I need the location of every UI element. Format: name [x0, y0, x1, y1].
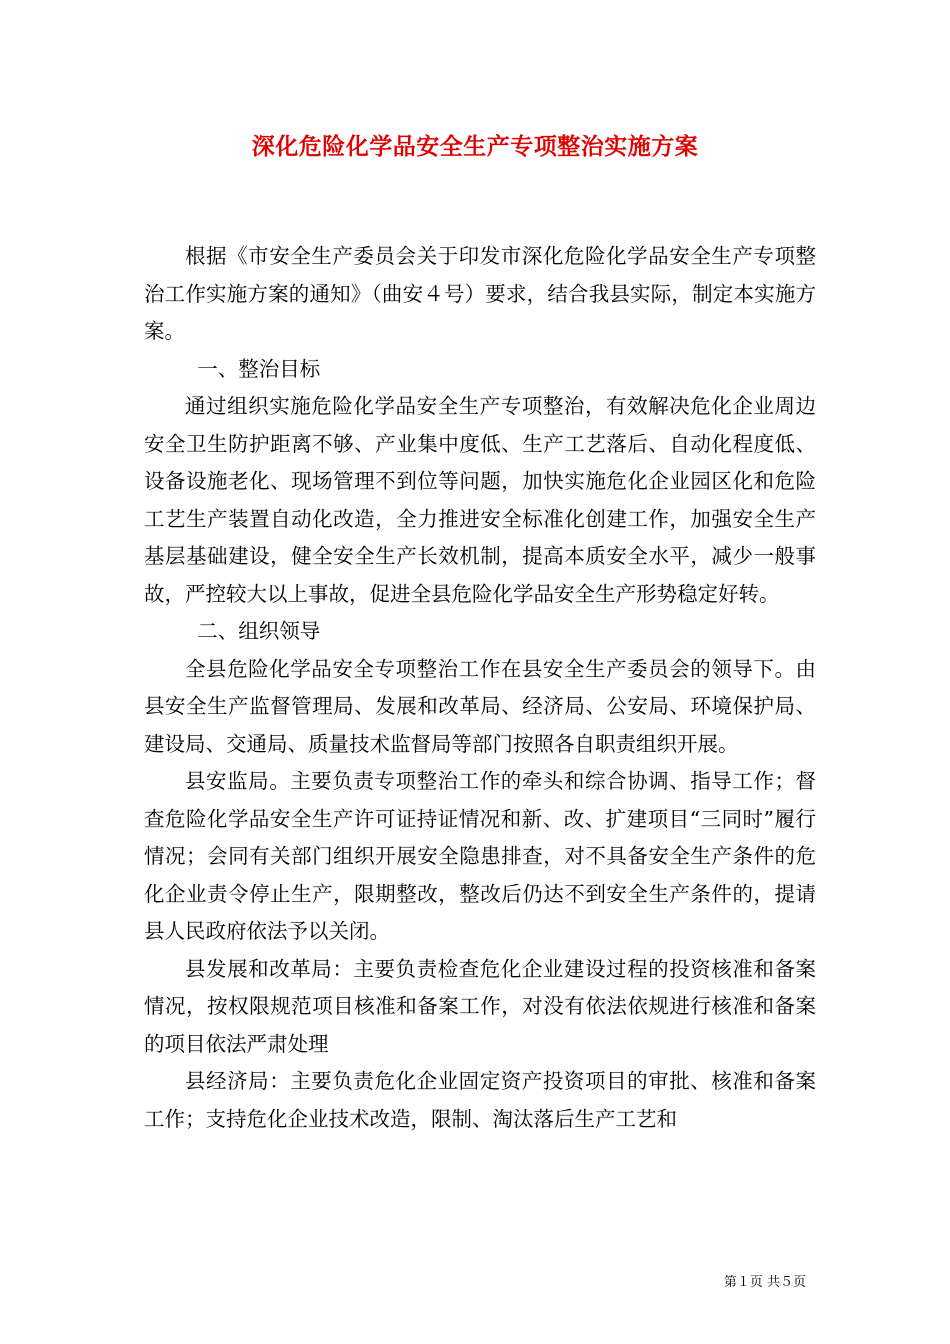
- paragraph-economic-bureau: 县经济局：主要负责危化企业固定资产投资项目的审批、核准和备案工作；支持危化企业技术改造，限制、淘汰落后生产工艺和: [144, 1069, 816, 1131]
- paragraph-goals: 通过组织实施危险化学品安全生产专项整治，有效解决危化企业周边安全卫生防护距离不够、产业集中度低、生产工艺落后、自动化程度低、设备设施老化、现场管理不到位等问题，加快实施危化企业园区化和危险工艺生产装置自动化改造，全力推进安全标准化创建工作，加强安全生产基层基础建设，健全安全生产长效机制，提高本质安全水平，减少一般事故，严控较大以上事故，促进全县危险化学品安全生产形势稳定好转。: [144, 394, 816, 606]
- paragraph-intro: 根据《市安全生产委员会关于印发市深化危险化学品安全生产专项整治工作实施方案的通知》（曲安４号）要求，结合我县实际，制定本实施方案。: [144, 244, 816, 343]
- section-heading-goals: 一、整治目标: [197, 356, 321, 381]
- paragraph-safety-bureau: 县安监局。主要负责专项整治工作的牵头和综合协调、指导工作；督查危险化学品安全生产许可证持证情况和新、改、扩建项目“三同时”履行情况；会同有关部门组织开展安全隐患排查，对不具备安全生产条件的危化企业责令停止生产，限期整改，整改后仍达不到安全生产条件的，提请县人民政府依法予以关闭。: [144, 769, 816, 943]
- paragraph-development-bureau: 县发展和改革局：主要负责检查危化企业建设过程的投资核准和备案情况，按权限规范项目核准和备案工作，对没有依法依规进行核准和备案的项目依法严肃处理: [144, 956, 816, 1056]
- document-title: 深化危险化学品安全生产专项整治实施方案: [251, 133, 699, 160]
- page-number: 第１页 共５页: [723, 1275, 806, 1290]
- section-heading-leadership: 二、组织领导: [197, 619, 321, 643]
- paragraph-leadership: 全县危险化学品安全专项整治工作在县安全生产委员会的领导下。由县安全生产监督管理局、发展和改革局、经济局、公安局、环境保护局、建设局、交通局、质量技术监督局等部门按照各自职责组织开展。: [144, 656, 816, 756]
- document-body: [144, 238, 816, 1138]
